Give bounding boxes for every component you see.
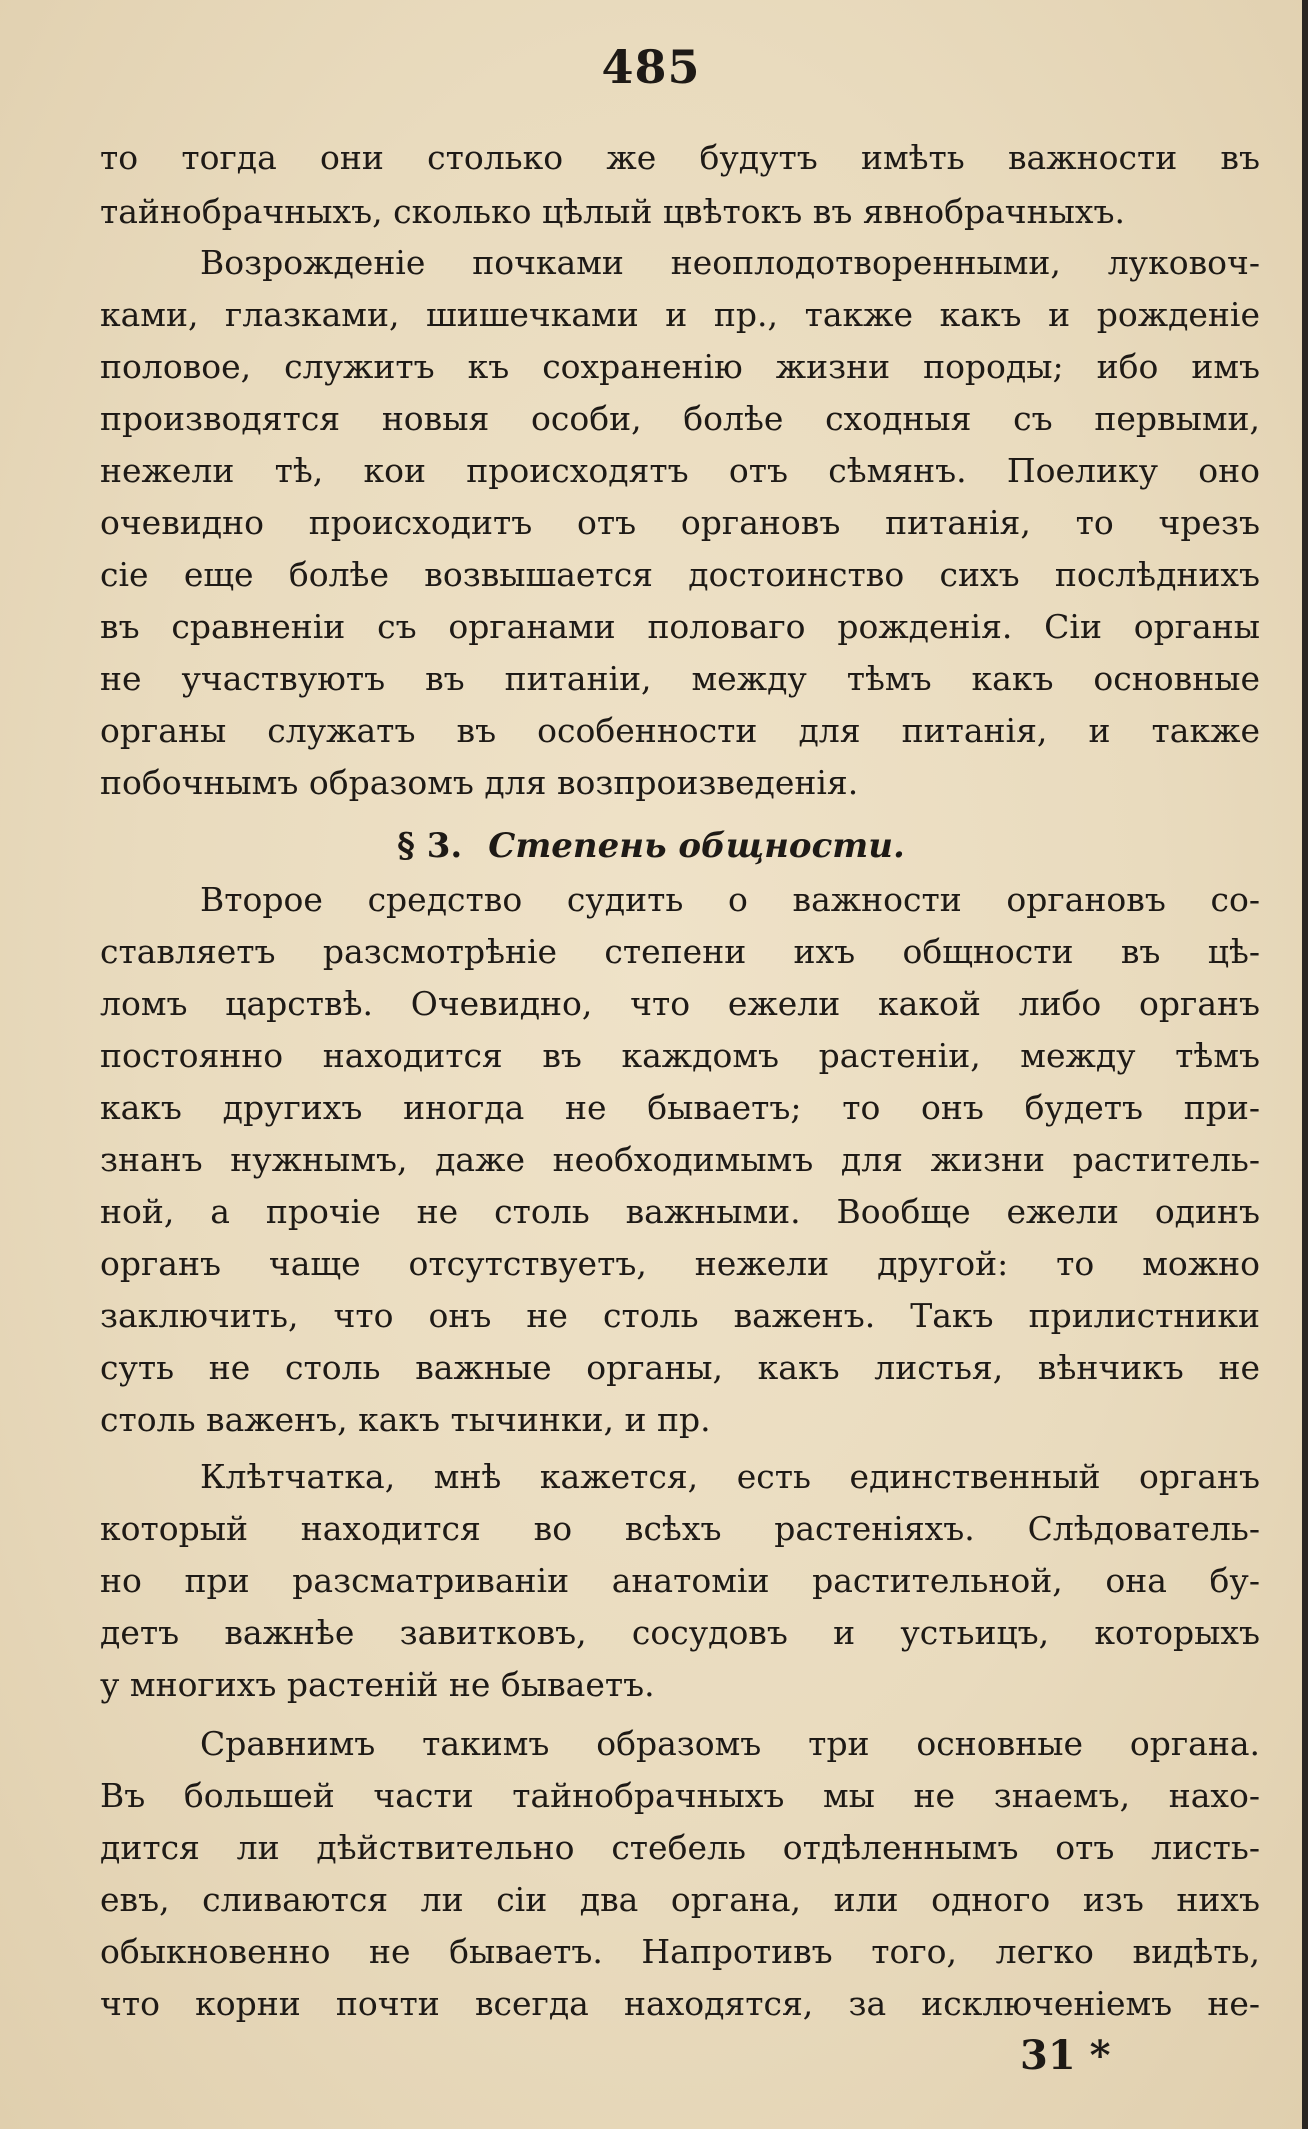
text-line: какъ другихъ иногда не бываетъ; то онъ будетъ при- — [100, 1088, 1260, 1127]
text-line: тайнобрачныхъ, сколько цѣлый цвѣтокъ въ явнобрачныхъ. — [100, 192, 1125, 231]
text-line: ной, а прочіе не столь важными. Вообще ежели одинъ — [100, 1192, 1260, 1231]
text-line: Клѣтчатка, мнѣ кажется, есть единственный органъ — [200, 1457, 1260, 1496]
text-line: производятся новыя особи, болѣе сходныя съ первыми, — [100, 399, 1260, 438]
text-line: у многихъ растеній не бываетъ. — [100, 1665, 655, 1704]
signature-mark: 31 * — [1020, 2032, 1111, 2079]
section-symbol: § 3. — [397, 826, 463, 866]
text-line: ломъ царствѣ. Очевидно, что ежели какой либо органъ — [100, 984, 1260, 1023]
text-line: дится ли дѣйствительно стебель отдѣленнымъ отъ листь- — [100, 1828, 1260, 1867]
page-edge — [1302, 0, 1308, 2129]
text-line: то тогда они столько же будутъ имѣть важности въ — [100, 138, 1260, 177]
text-line: обыкновенно не бываетъ. Напротивъ того, легко видѣть, — [100, 1932, 1260, 1971]
text-line: заключить, что онъ не столь важенъ. Такъ прилистники — [100, 1296, 1260, 1335]
text-line: очевидно происходитъ отъ органовъ питанія, то чрезъ — [100, 503, 1260, 542]
text-line: побочнымъ образомъ для возпроизведенія. — [100, 763, 859, 802]
text-line: сіе еще болѣе возвышается достоинство сихъ послѣднихъ — [100, 555, 1260, 594]
text-line: нежели тѣ, кои происходятъ отъ сѣмянъ. Поелику оно — [100, 451, 1260, 490]
text-line: евъ, сливаются ли сіи два органа, или одного изъ нихъ — [100, 1880, 1260, 1919]
text-line: ками, глазками, шишечками и пр., также какъ и рожденіе — [100, 295, 1260, 334]
text-line: Въ большей части тайнобрачныхъ мы не знаемъ, нахо- — [100, 1776, 1260, 1815]
text-line: органъ чаще отсутствуетъ, нежели другой: то можно — [100, 1244, 1260, 1283]
text-line: но при разсматриваніи анатоміи растительной, она бу- — [100, 1561, 1260, 1600]
text-line: Возрожденіе почками неоплодотворенными, луковоч- — [200, 243, 1260, 282]
text-line: знанъ нужнымъ, даже необходимымъ для жизни раститель- — [100, 1140, 1260, 1179]
page-number: 485 — [601, 40, 701, 94]
text-line: Сравнимъ такимъ образомъ три основные органа. — [200, 1724, 1260, 1763]
text-line: Второе средство судить о важности органовъ со- — [200, 880, 1260, 919]
text-line: что корни почти всегда находятся, за исключеніемъ не- — [100, 1984, 1260, 2023]
section-title: Степень общности. — [488, 826, 905, 866]
text-line: постоянно находится въ каждомъ растеніи, между тѣмъ — [100, 1036, 1260, 1075]
text-line: детъ важнѣе завитковъ, сосудовъ и устьицъ, которыхъ — [100, 1613, 1260, 1652]
text-line: ставляетъ разсмотрѣніе степени ихъ общности въ цѣ- — [100, 932, 1260, 971]
text-line: въ сравненіи съ органами половаго рожденія. Сіи органы — [100, 607, 1260, 646]
text-line: органы служатъ въ особенности для питанія, и также — [100, 711, 1260, 750]
section-heading — [0, 826, 1302, 866]
text-line: не участвуютъ въ питаніи, между тѣмъ какъ основные — [100, 659, 1260, 698]
text-line: половое, служитъ къ сохраненію жизни породы; ибо имъ — [100, 347, 1260, 386]
text-line: который находится во всѣхъ растеніяхъ. Слѣдователь- — [100, 1509, 1260, 1548]
text-line: суть не столь важные органы, какъ листья, вѣнчикъ не — [100, 1348, 1260, 1387]
text-line: столь важенъ, какъ тычинки, и пр. — [100, 1400, 711, 1439]
